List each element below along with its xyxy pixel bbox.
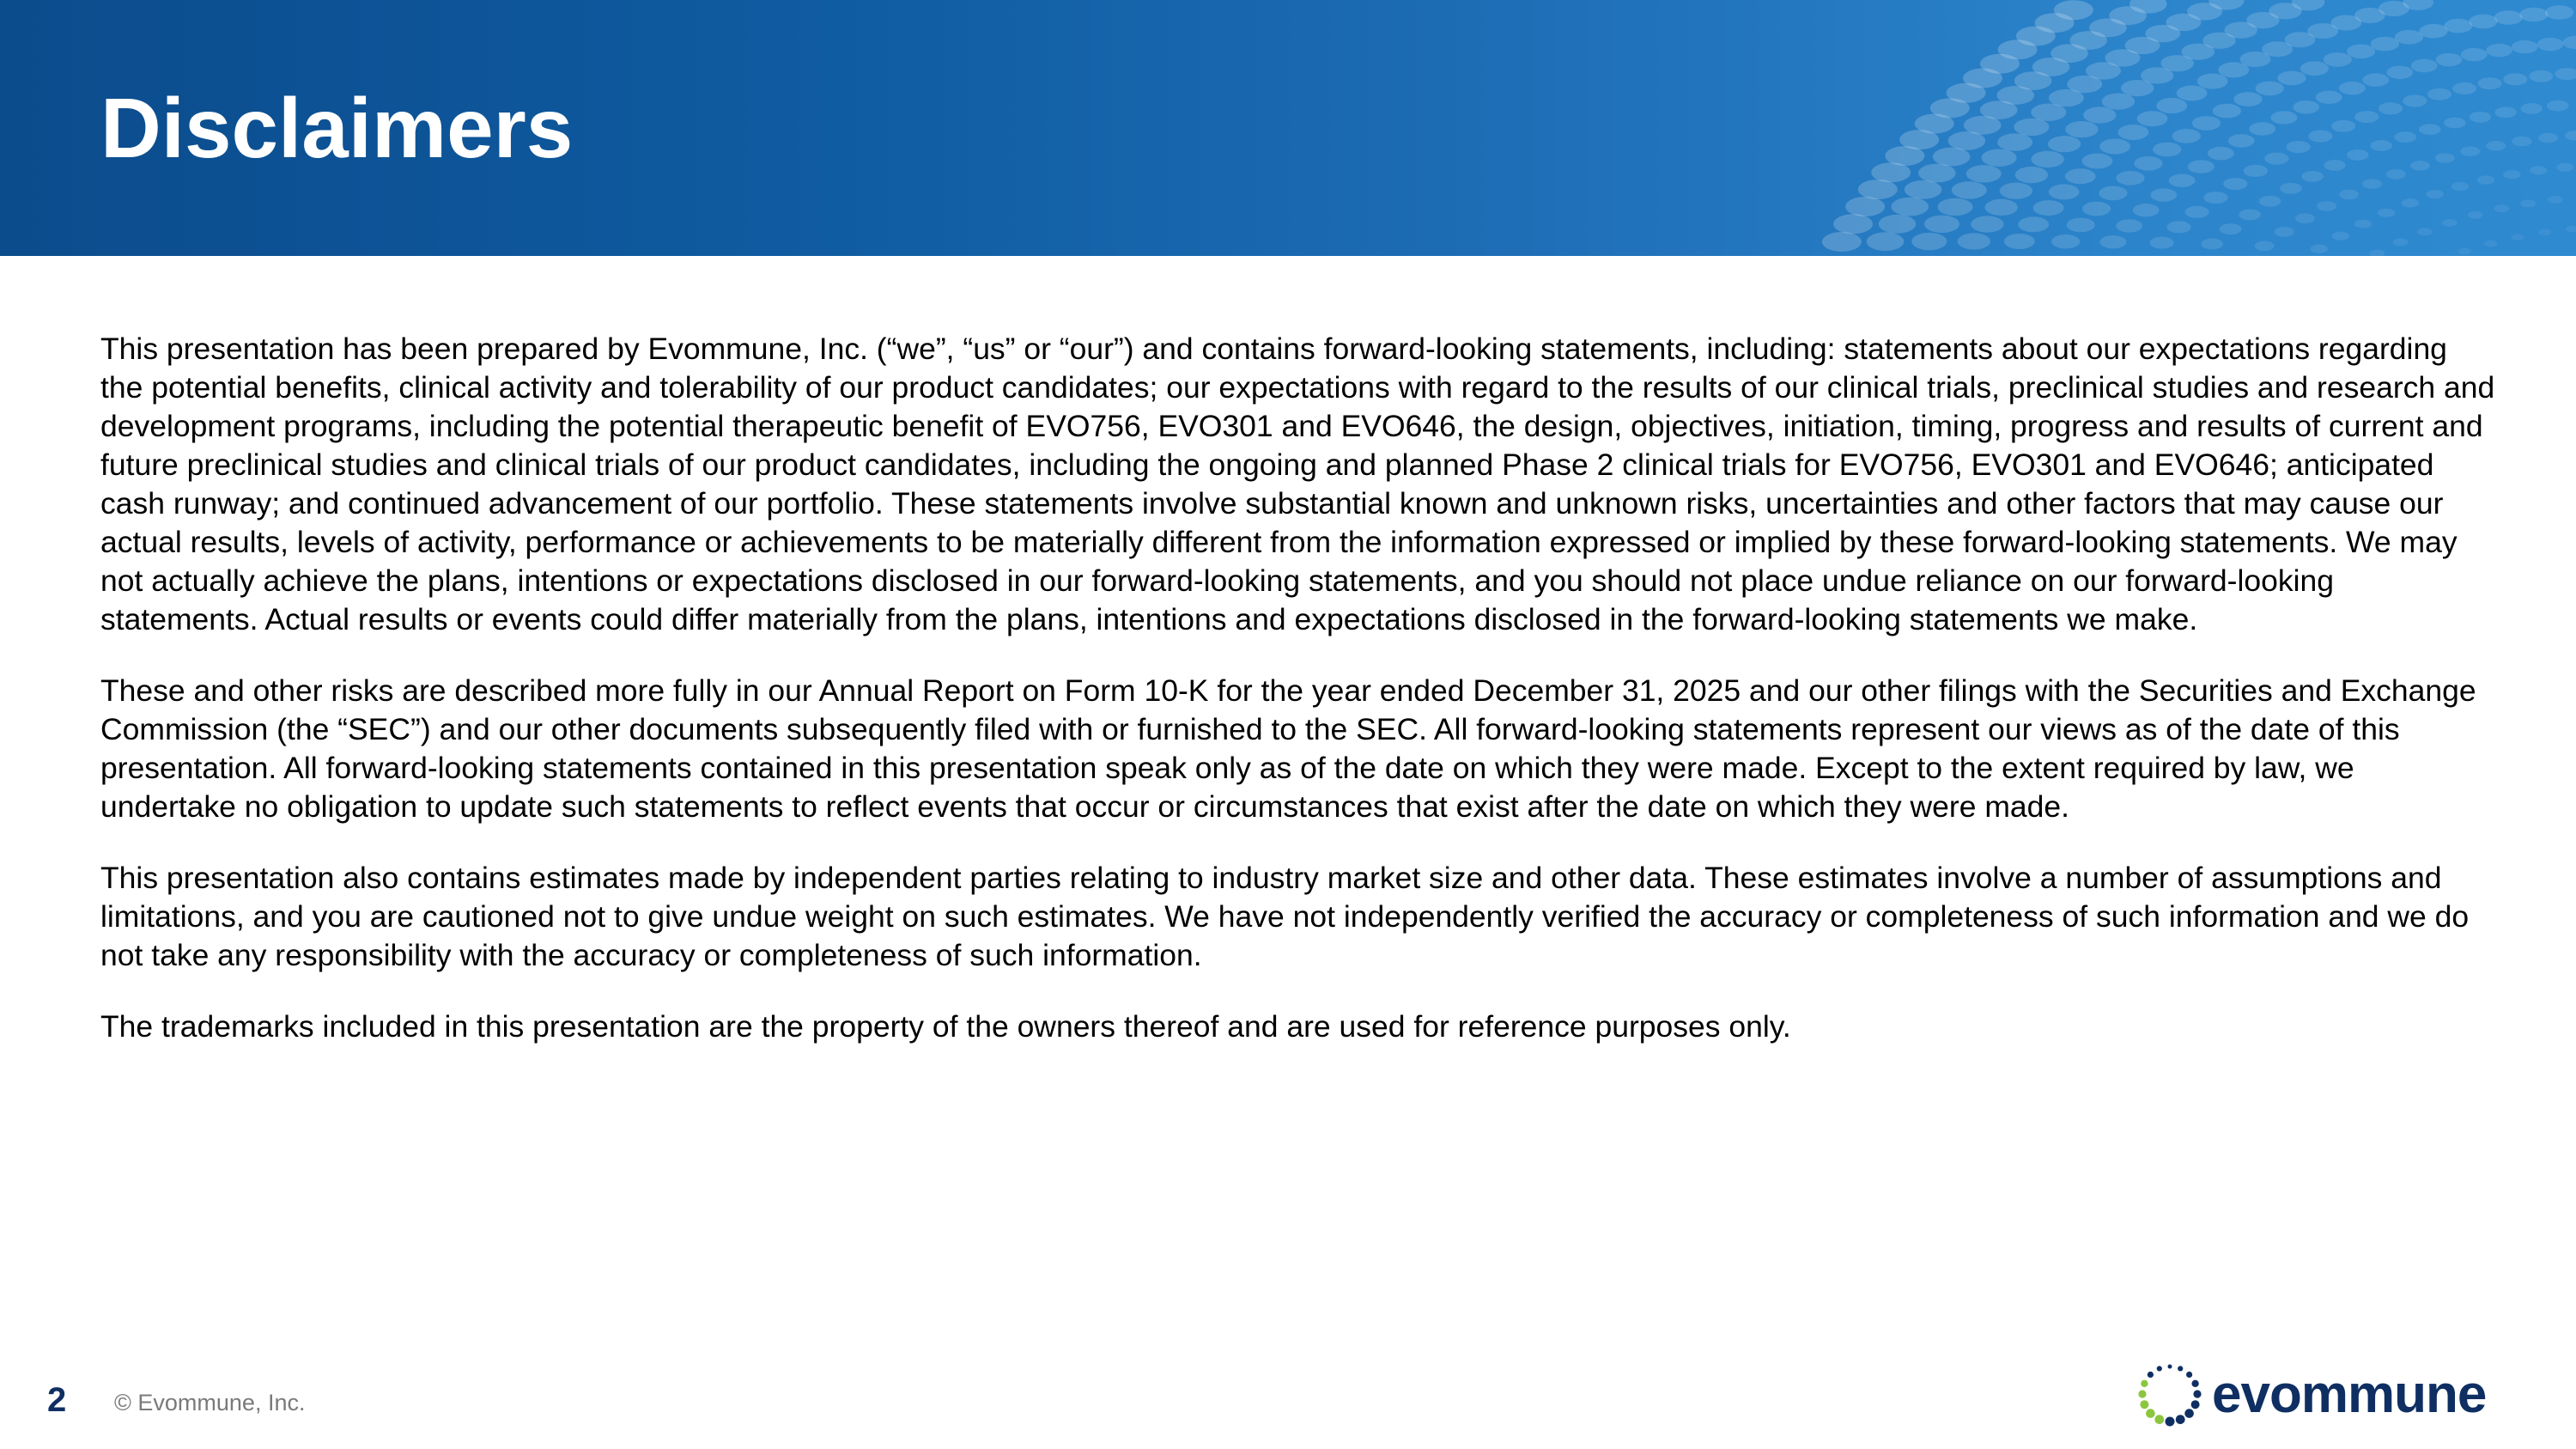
logo-wordmark: evommune <box>2212 1364 2487 1424</box>
page-number: 2 <box>47 1381 67 1419</box>
copyright-text: © Evommune, Inc. <box>114 1390 306 1416</box>
disclaimer-body <box>100 330 2496 1079</box>
paragraph-trademarks: The trademarks included in this presentation are the property of the owners thereof and are used for reference purposes only. <box>100 1009 1791 1044</box>
paragraph-forward-looking: This presentation has been prepared by Evommune, Inc. (“we”, “us” or “our”) and contains forward-looking statements, including: statements about our expectations regarding the potential benefits, clinical activity and tolerability of our product candidates; our expectations with regard to the results of our clinical trials, preclinical studies and research and development programs, including the potential therapeutic benefit of EVO756, EVO301 and EVO646, the design, objectives, initiation, timing, progress and results of current and future preclinical studies and clinical trials of our product candidates, including the ongoing and planned Phase 2 clinical trials for EVO756, EVO301 and EVO646; anticipated cash runway; and continued advancement of our portfolio. These statements involve substantial known and unknown risks, uncertainties and other factors that may cause our actual results, levels of activity, performance or achievements to be materially different from the information expressed or implied by these forward-looking statements. We may not actually achieve the plans, intentions or expectations disclosed in our forward-looking statements, and you should not place undue reliance on our forward-looking statements. Actual results or events could differ materially from the plans, intentions and expectations disclosed in the forward-looking statements we make. <box>100 332 2495 636</box>
evommune-logo <box>2135 1360 2486 1428</box>
paragraph-risks: These and other risks are described more fully in our Annual Report on Form 10-K for the year ended December 31, 2025 and our other filings with the Securities and Exchange Commission (the “SEC”) and our other documents subsequently filed with or furnished to the SEC. All forward-looking statements represent our views as of the date of this presentation. All forward-looking statements contained in this presentation speak only as of the date on which they were made. Except to the extent required by law, we undertake no obligation to update such statements to reflect events that occur or circumstances that exist after the date on which they were made. <box>100 673 2476 824</box>
logo-dot-ring-icon <box>2135 1359 2205 1429</box>
paragraph-estimates: This presentation also contains estimates made by independent parties relating to industry market size and other data. These estimates involve a number of assumptions and limitations, and you are cautioned not to give undue weight on such estimates. We have not independently verified the accuracy or completeness of such information and we do not take any responsibility with the accuracy or completeness of such information. <box>100 861 2470 972</box>
header-band <box>0 0 2576 256</box>
slide-title: Disclaimers <box>100 81 574 175</box>
